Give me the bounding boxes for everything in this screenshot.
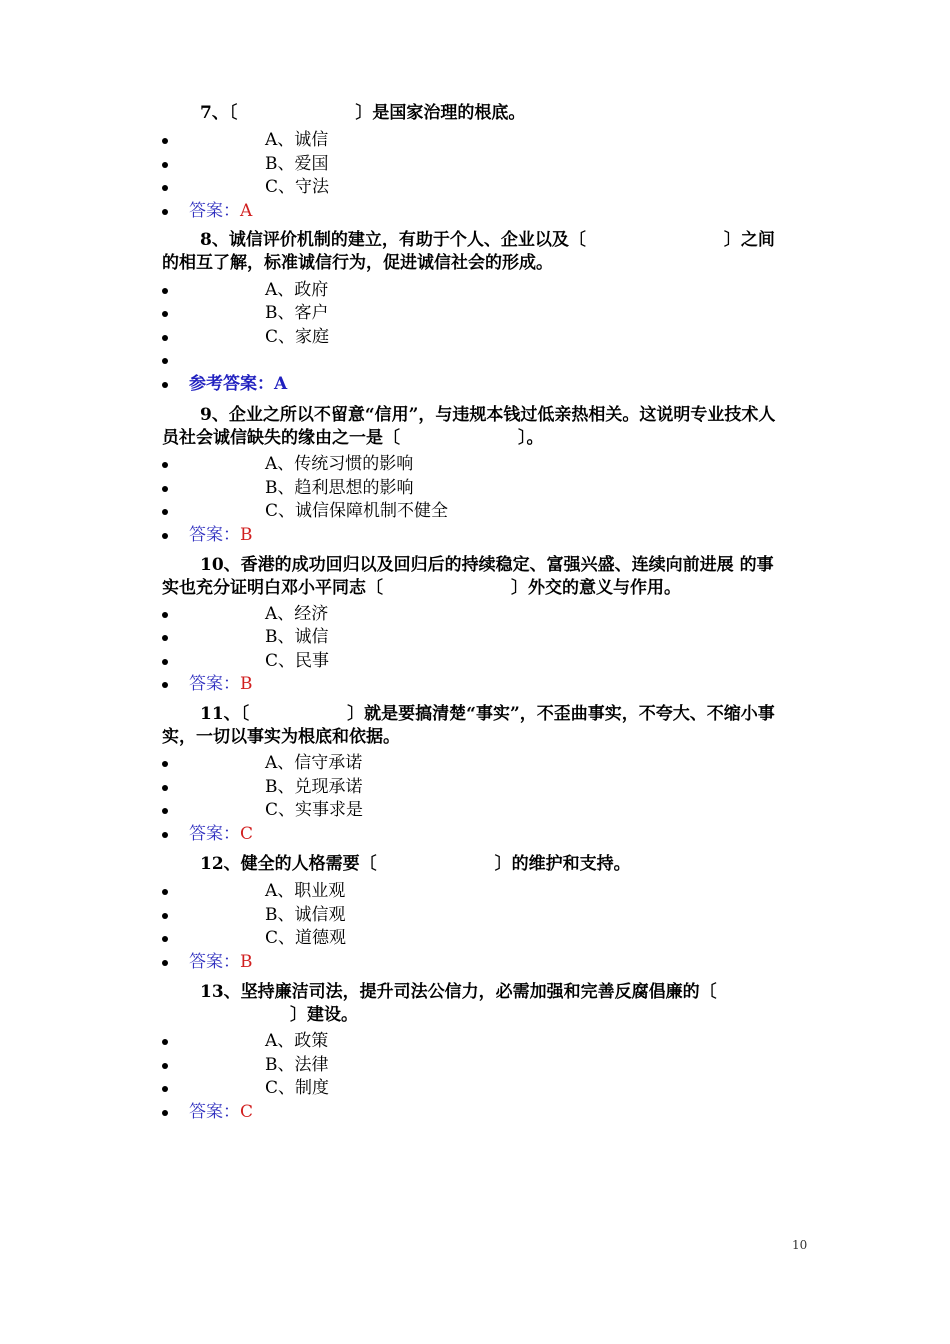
option-c[interactable]: C、守法 <box>265 177 330 197</box>
answer-row <box>162 951 782 974</box>
option-b[interactable]: B、诚信 <box>265 627 329 647</box>
list-item <box>162 129 782 152</box>
option-b[interactable]: B、法律 <box>265 1055 329 1075</box>
bullet-icon <box>162 659 168 665</box>
question-10: 10、香港的成功回归以及回归后的持续稳定、富强兴盛、连续向前进展 的事实也充分证明白邓小平同志〔 〕外交的意义与作用。 <box>162 555 774 598</box>
answer <box>189 200 252 223</box>
bullet-icon <box>162 1086 168 1092</box>
option-a[interactable]: A、信守承诺 <box>265 753 363 773</box>
answer-label: 答案： <box>189 1102 240 1122</box>
list-item <box>162 477 782 500</box>
list-item <box>162 776 782 799</box>
option-a[interactable]: A、传统习惯的影响 <box>265 454 414 474</box>
bullet-icon <box>162 509 168 515</box>
answer-value: A <box>274 374 288 394</box>
answer <box>189 823 253 846</box>
bullet-icon <box>162 311 168 317</box>
answer <box>189 1101 253 1124</box>
answer-value: B <box>240 525 253 545</box>
bullet-icon <box>162 913 168 919</box>
list-item <box>162 176 782 199</box>
bullet-icon <box>162 761 168 767</box>
list-item-empty <box>162 349 782 372</box>
bullet-icon <box>162 382 168 388</box>
bullet-icon <box>162 358 168 364</box>
answer-label: 答案： <box>189 824 240 844</box>
list-item <box>162 1030 782 1053</box>
question-7: 7、〔 〕是国家治理的根底。 <box>200 103 526 123</box>
bullet-icon <box>162 1063 168 1069</box>
bullet-icon <box>162 785 168 791</box>
answer-label: 答案： <box>189 525 240 545</box>
answer <box>189 524 253 547</box>
list-item <box>162 904 782 927</box>
question-12: 12、健全的人格需要〔 〕的维护和支持。 <box>200 854 631 874</box>
answer <box>189 373 287 396</box>
option-a[interactable]: A、诚信 <box>265 130 329 150</box>
list-item <box>162 650 782 673</box>
option-b[interactable]: B、爱国 <box>265 154 329 174</box>
bullet-icon <box>162 162 168 168</box>
option-a[interactable]: A、政府 <box>265 280 329 300</box>
bullet-icon <box>162 889 168 895</box>
bullet-icon <box>162 635 168 641</box>
bullet-icon <box>162 1039 168 1045</box>
answer-row <box>162 823 782 846</box>
option-a[interactable]: A、政策 <box>265 1031 329 1051</box>
option-c[interactable]: C、民事 <box>265 651 330 671</box>
list-item <box>162 302 782 325</box>
list-item <box>162 626 782 649</box>
bullet-icon <box>162 335 168 341</box>
list-item <box>162 500 782 523</box>
question-8: 8、诚信评价机制的建立，有助于个人、企业以及〔 〕之间的相互了解，标准诚信行为，促进诚信社会的形成。 <box>162 230 775 273</box>
answer-row <box>162 1101 782 1124</box>
answer-label: 答案： <box>189 674 240 694</box>
bullet-icon <box>162 936 168 942</box>
answer-value: A <box>240 201 253 221</box>
bullet-icon <box>162 612 168 618</box>
list-item <box>162 880 782 903</box>
question-13: 13、坚持廉洁司法，提升司法公信力，必需加强和完善反腐倡廉的〔〕建设。 <box>200 982 717 1025</box>
list-item <box>162 153 782 176</box>
option-b[interactable]: B、趋利思想的影响 <box>265 478 414 498</box>
answer <box>189 673 253 696</box>
answer-label: 答案： <box>189 952 240 972</box>
list-item <box>162 603 782 626</box>
bullet-icon <box>162 960 168 966</box>
answer-row <box>162 373 782 396</box>
answer-value: C <box>240 1102 254 1122</box>
bullet-icon <box>162 832 168 838</box>
list-item <box>162 752 782 775</box>
bullet-icon <box>162 1110 168 1116</box>
option-c[interactable]: C、诚信保障机制不健全 <box>265 501 449 521</box>
list-item <box>162 799 782 822</box>
page-number: 10 <box>792 1238 808 1252</box>
list-item <box>162 927 782 950</box>
answer-row <box>162 200 782 223</box>
option-c[interactable]: C、实事求是 <box>265 800 364 820</box>
answer-row <box>162 524 782 547</box>
option-c[interactable]: C、制度 <box>265 1078 330 1098</box>
bullet-icon <box>162 209 168 215</box>
bullet-icon <box>162 808 168 814</box>
list-item <box>162 279 782 302</box>
bullet-icon <box>162 138 168 144</box>
question-9: 9、企业之所以不留意“信用”，与违规本钱过低亲热相关。这说明专业技术人员社会诚信缺失的缘由之一是〔 〕。 <box>162 405 776 448</box>
option-a[interactable]: A、经济 <box>265 604 329 624</box>
question-11: 11、〔 〕就是要搞清楚“事实”，不歪曲事实，不夸大、不缩小事实，一切以事实为根底和依据。 <box>162 704 775 747</box>
answer-label: 参考答案： <box>189 374 274 394</box>
answer-label: 答案： <box>189 201 240 221</box>
bullet-icon <box>162 486 168 492</box>
option-a[interactable]: A、职业观 <box>265 881 346 901</box>
bullet-icon <box>162 533 168 539</box>
answer-value: B <box>240 952 253 972</box>
answer <box>189 951 253 974</box>
option-c[interactable]: C、道德观 <box>265 928 347 948</box>
list-item <box>162 1077 782 1100</box>
bullet-icon <box>162 682 168 688</box>
answer-value: B <box>240 674 253 694</box>
option-b[interactable]: B、诚信观 <box>265 905 346 925</box>
list-item <box>162 1054 782 1077</box>
answer-row <box>162 673 782 696</box>
list-item <box>162 326 782 349</box>
list-item <box>162 453 782 476</box>
bullet-icon <box>162 185 168 191</box>
option-b[interactable]: B、兑现承诺 <box>265 777 363 797</box>
bullet-icon <box>162 462 168 468</box>
bullet-icon <box>162 288 168 294</box>
option-b[interactable]: B、客户 <box>265 303 329 323</box>
option-c[interactable]: C、家庭 <box>265 327 330 347</box>
answer-value: C <box>240 824 254 844</box>
